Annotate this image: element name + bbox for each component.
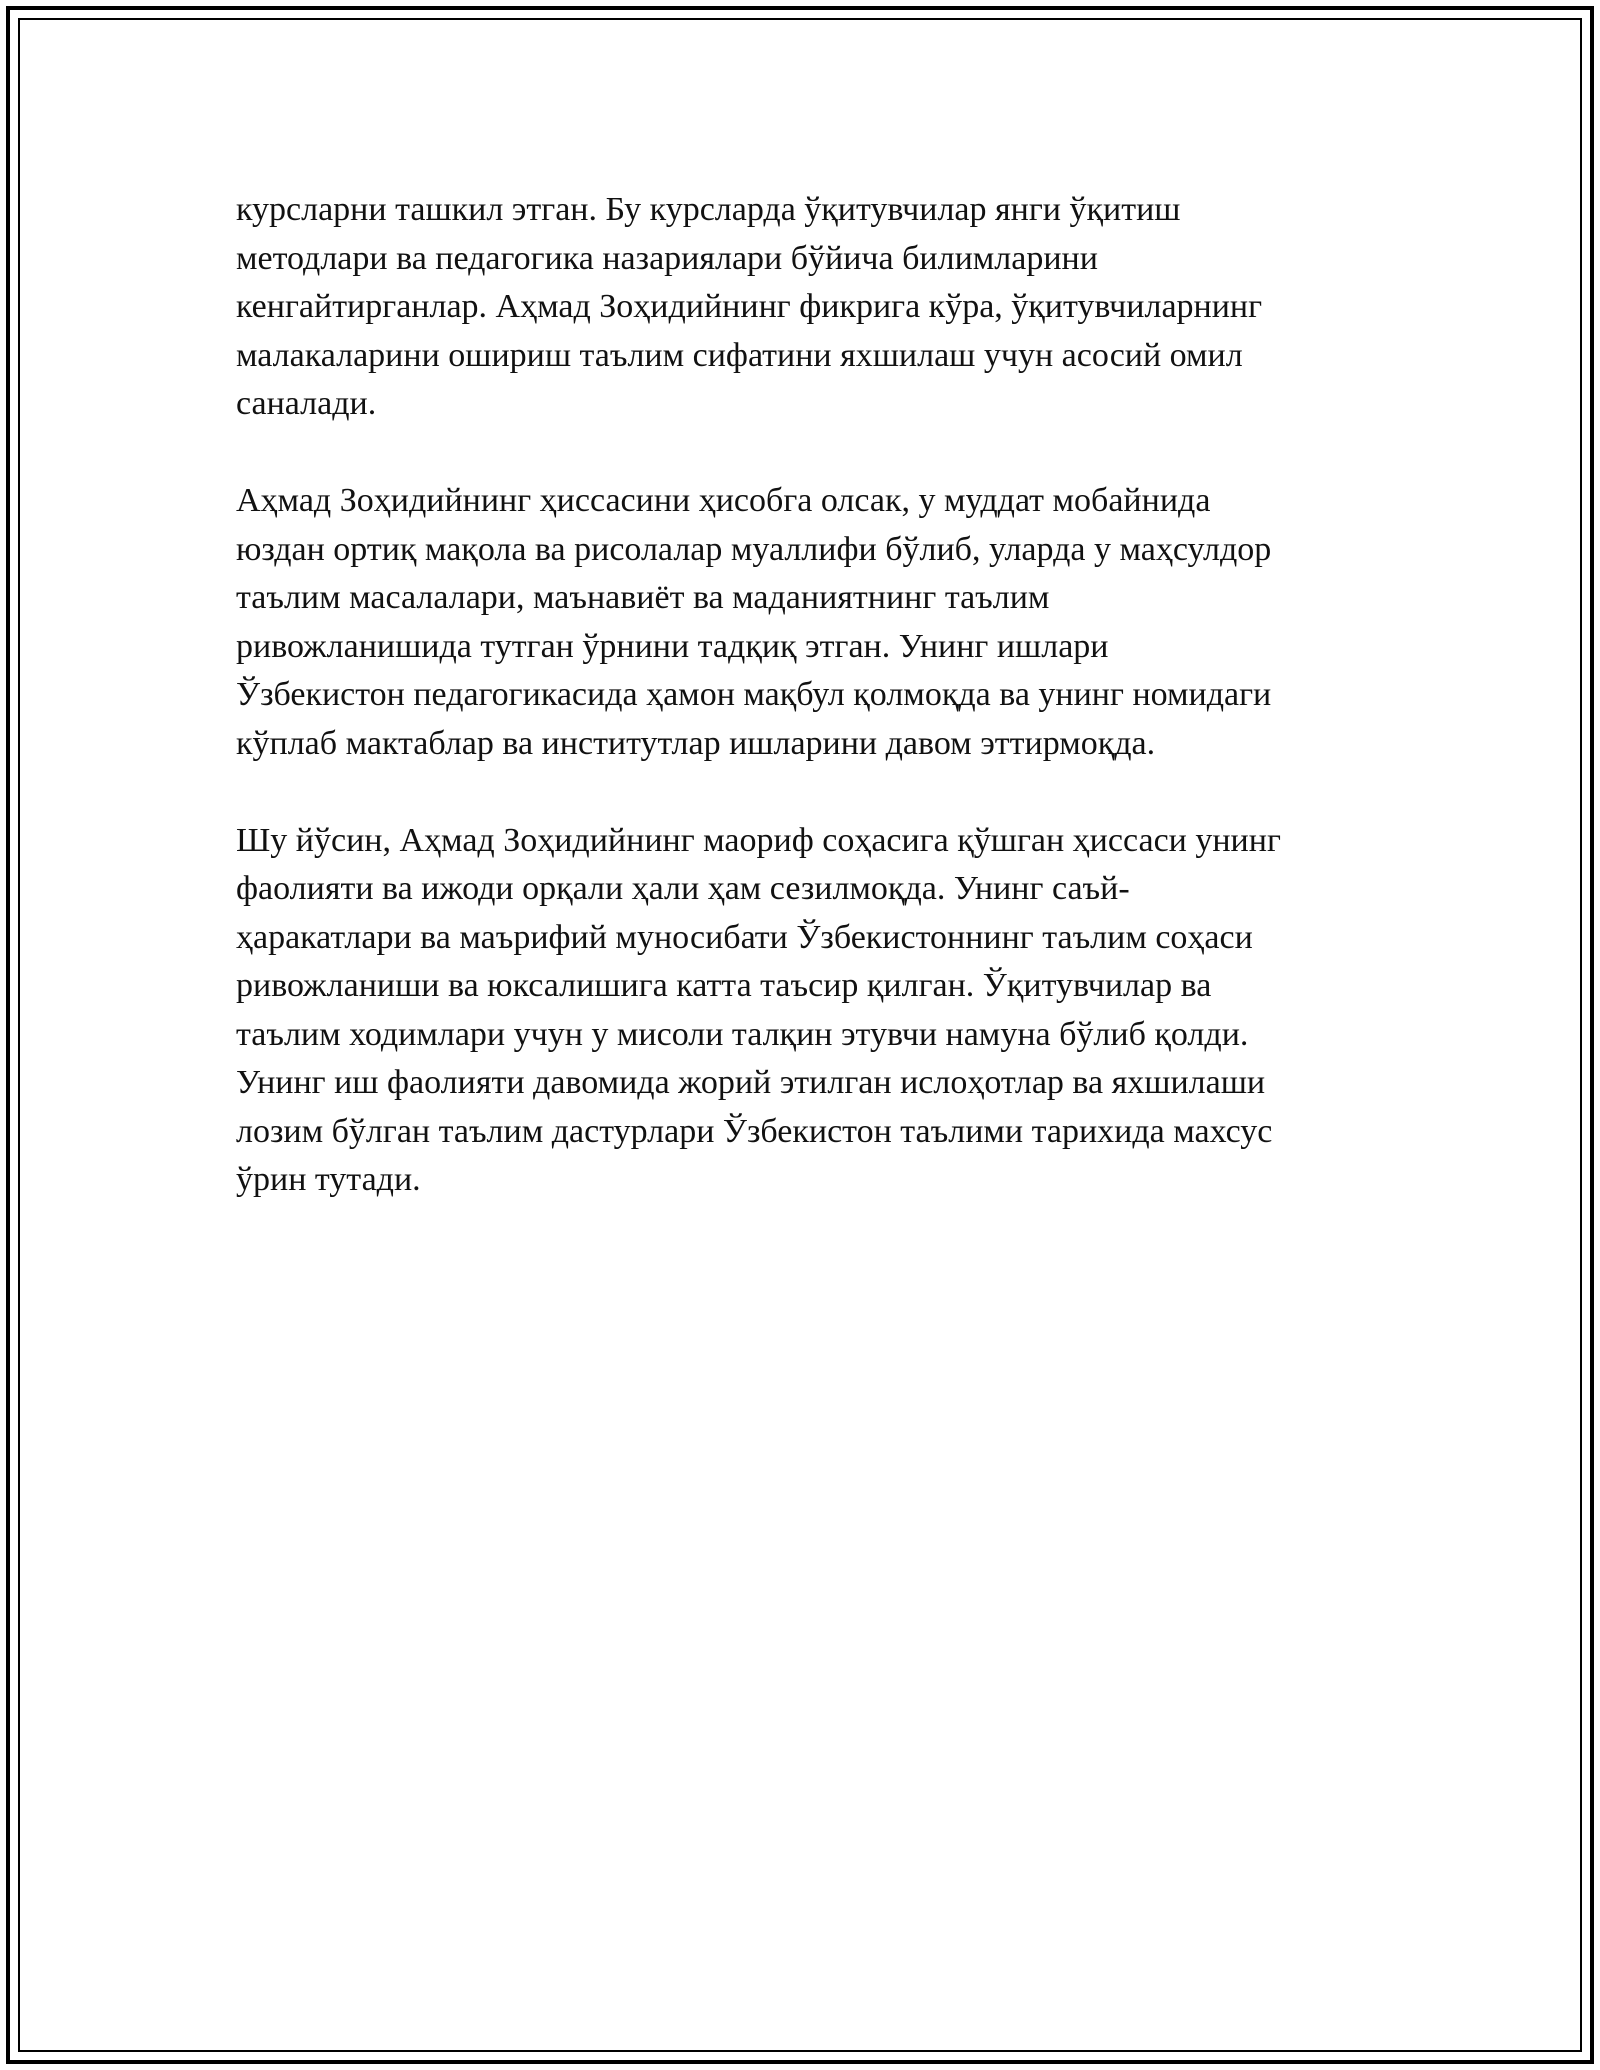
document-body — [236, 186, 1376, 1253]
text-line: курсларни ташкил этган. Бу курсларда ўқитувчилар янги ўқитиш — [236, 191, 1181, 228]
text-line: ҳаракатлари ва маърифий муносибати Ўзбекистоннинг таълим соҳаси — [236, 918, 1253, 956]
text-line: кенгайтирганлар. Аҳмад Зоҳидийнинг фикрига кўра, ўқитувчиларнинг — [236, 288, 1263, 325]
text-line: лозим бўлган таълим дастурлари Ўзбекистон таълими тарихида махсус — [236, 1112, 1273, 1150]
text-line: Ўзбекистон педагогикасида ҳамон мақбул қолмоқда ва унинг номидаги — [236, 676, 1272, 713]
text-line: малакаларини ошириш таълим сифатини яхшилаш учун асосий омил — [236, 336, 1243, 374]
text-line: юздан ортиқ мақола ва рисолалар муаллифи бўлиб, уларда у маҳсулдор — [236, 530, 1272, 568]
text-line: ўрин тутади. — [236, 1161, 421, 1198]
text-line: саналади. — [236, 385, 377, 422]
text-line: методлари ва педагогика назариялари бўйича билимларини — [236, 239, 1098, 277]
text-line: таълим масалалари, маънавиёт ва маданиятнинг таълим — [236, 579, 1050, 616]
text-line: фаолияти ва ижоди орқали ҳали ҳам сезилмоқда. Унинг саъй- — [236, 870, 1130, 907]
text-line: ривожланишида тутган ўрнини тадқиқ этган. Унинг ишлари — [236, 627, 1109, 665]
text-line: таълим ходимлари учун у мисоли талқин этувчи намуна бўлиб қолди. — [236, 1015, 1249, 1053]
paragraph-3 — [236, 817, 1376, 1205]
text-line: кўплаб мактаблар ва институтлар ишларини давом эттирмоқда. — [236, 724, 1156, 762]
text-line: Унинг иш фаолияти давомида жорий этилган ислоҳотлар ва яхшилаши — [236, 1064, 1266, 1101]
text-line: Аҳмад Зоҳидийнинг ҳиссасини ҳисобга олсак, у муддат мобайнида — [236, 482, 1211, 519]
paragraph-1 — [236, 186, 1376, 429]
text-line: ривожланиши ва юксалишига катта таъсир қилган. Ўқитувчилар ва — [236, 967, 1212, 1004]
text-line: Шу йўсин, Аҳмад Зоҳидийнинг маориф соҳасига қўшган ҳиссаси унинг — [236, 821, 1281, 859]
paragraph-2 — [236, 477, 1376, 768]
